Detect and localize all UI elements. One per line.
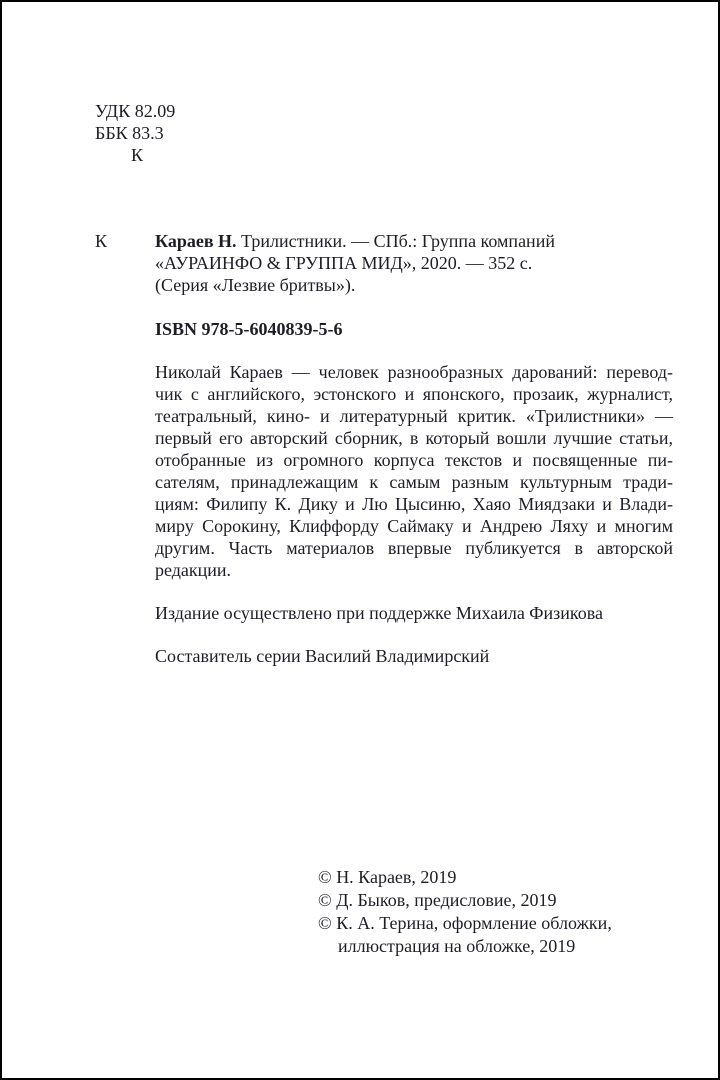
bbk-code: ББК 83.3 (95, 123, 164, 143)
copyright-text: Д. Быков, предисловие, 2019 (336, 890, 557, 910)
annotation (155, 361, 673, 581)
annotation-line: первый его авторский сборник, в который вошли лучшие статьи, (155, 428, 673, 448)
catalog-card-line (155, 230, 555, 252)
annotation-line: редакции. (155, 560, 232, 580)
copyright-entry (318, 912, 666, 958)
copyright-block (318, 866, 666, 958)
catalog-card-line: «АУРАИНФО & ГРУППА МИД», 2020. — 352 с. (155, 253, 533, 273)
series-compiler: Составитель серии Василий Владимирский (155, 646, 490, 666)
annotation-line: циям: Филипу К. Дику и Лю Цысиню, Хаяо Миядзаки и Влади- (155, 494, 673, 514)
udk-code: УДК 82.09 (95, 101, 176, 121)
copyright-entry (318, 889, 666, 912)
catalog-card (155, 230, 555, 296)
annotation-line: Николай Караев — человек разнообразных дарований: перевод- (155, 362, 673, 382)
copyright-symbol: © (318, 913, 332, 933)
copyright-symbol: © (318, 867, 332, 887)
author-cipher: К (131, 145, 144, 165)
annotation-line: отобранные из огромного корпуса текстов и посвященные пи- (155, 450, 673, 470)
catalog-card-author: Караев Н. (155, 231, 237, 251)
support-note: Издание осуществлено при поддержке Михаила Физикова (155, 603, 603, 623)
copyright-text: Н. Караев, 2019 (336, 867, 457, 887)
isbn: ISBN 978-5-6040839-5-6 (155, 319, 343, 339)
copyright-symbol: © (318, 890, 332, 910)
catalog-card-line: (Серия «Лезвие бритвы»). (155, 275, 356, 295)
annotation-line: сателям, принадлежащим к самым разным культурным тради- (155, 472, 673, 492)
copyright-entry (318, 866, 666, 889)
annotation-line: миру Сорокину, Клиффорду Саймаку и Андрею Ляху и многим (155, 516, 673, 536)
annotation-line: другим. Часть материалов впервые публикуется в авторской (155, 538, 673, 558)
annotation-line: чик с английского, эстонского и японского, прозаик, журналист, (155, 384, 673, 404)
catalog-card-cipher: К (95, 231, 108, 251)
annotation-line: театральный, кино- и литературный критик. «Трилистники» — (155, 406, 673, 426)
catalog-card-title: Трилистники. — СПб.: Группа компаний (236, 231, 555, 251)
classification-block (95, 100, 175, 166)
copyright-text: К. А. Терина, оформление обложки, иллюстрация на обложке, 2019 (336, 913, 612, 956)
